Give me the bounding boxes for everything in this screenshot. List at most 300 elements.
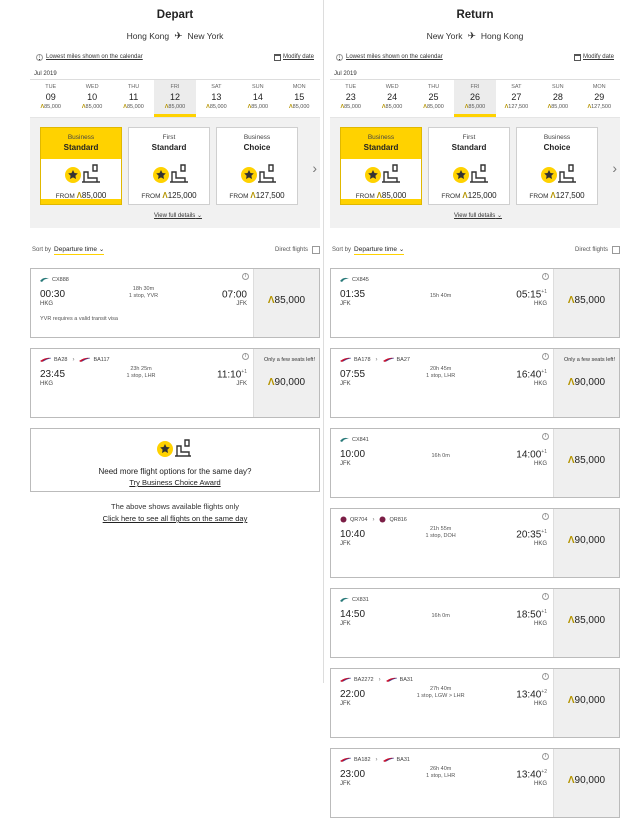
sort-select[interactable]: Departure time ⌄ [354,246,405,253]
flight-card[interactable] [330,268,620,338]
sort-row [30,244,320,256]
destination-airport: HKG [533,781,547,787]
award-cards [340,127,616,205]
day-lowest-miles: Λ85,000 [40,104,61,110]
modify-date-link[interactable] [574,54,614,61]
arrival-time: $13:40^{+2}$ [516,768,547,780]
date-option-23[interactable] [330,80,371,117]
day-lowest-miles: Λ85,000 [464,104,486,110]
sort-control [32,245,104,255]
flight-number: BA2272 [354,676,374,683]
day-number: 27 [511,92,522,102]
origin-airport: JFK [340,541,351,547]
flight-duration: 15h 40m [429,293,452,299]
miles-symbol: Λ [267,295,275,306]
date-option-11[interactable] [113,80,154,117]
day-offset: +1 [541,528,547,535]
day-of-week: FRI [170,84,180,90]
chevron-right-icon[interactable]: › [312,160,317,176]
flight-details [331,429,553,497]
date-option-24[interactable] [371,80,412,117]
day-of-week: SAT [511,84,522,90]
day-lowest-miles: Λ85,000 [423,104,444,110]
arrival-time: $13:40^{+2}$ [516,688,547,700]
miles-symbol: Λ [567,775,575,786]
date-option-28[interactable] [537,80,578,117]
flight-stops: 1 stop, LHR [426,773,456,779]
flight-numbers [340,675,547,684]
day-number: 14 [252,92,263,102]
info-icon[interactable]: i [542,433,549,440]
flight-card[interactable] [330,588,620,658]
direct-flights-label: Direct flights [574,247,608,253]
day-number: 24 [387,92,398,102]
info-icon[interactable]: i [242,273,249,280]
flight-airports [340,461,547,469]
flight-stops: 1 stop, LHR [426,373,456,379]
flight-price-panel[interactable] [553,669,619,737]
award-from-price: FROM Λ127,500 [229,191,285,200]
direct-flights-checkbox[interactable] [312,246,320,254]
flight-duration: 16h 0m [431,613,450,619]
route-origin: New York [426,31,463,41]
more-options-title: Need more flight options for the same day? [98,467,252,476]
view-full-details-link[interactable] [340,212,616,219]
month-label: Jul 2019 [330,71,620,80]
flight-price: Λ85,000 [567,295,606,306]
day-lowest-miles: Λ85,000 [206,104,227,110]
day-number: 28 [552,92,563,102]
cathay-logo-icon [340,437,349,443]
connection-arrow-icon: › [378,676,381,683]
day-lowest-miles: Λ127,500 [504,104,529,110]
flight-details [331,509,553,577]
arrival-time: $05:15^{+1}$ [516,288,547,300]
see-all-flights-link[interactable]: Click here to see all flights on the same day [102,514,248,523]
british-airways-logo-icon [383,357,394,362]
day-of-week: MON [592,84,606,90]
flight-numbers [340,275,547,284]
day-of-week: TUE [345,84,357,90]
day-offset: +1 [541,608,547,615]
flight-price: Λ90,000 [567,695,606,706]
chevron-right-icon[interactable]: › [612,160,617,176]
flight-number: BA31 [399,676,414,683]
day-number: 25 [428,92,439,102]
departure-time: 07:55 [340,369,366,380]
flight-times [340,368,547,380]
flight-numbers [340,595,547,604]
sort-row [330,244,620,256]
award-cabin: First [162,134,176,141]
info-icon[interactable]: i [542,753,549,760]
transit-note: YVR requires a valid transit visa [40,316,118,322]
flight-stops: 1 stop, LHR [126,373,156,379]
miles-symbol: Λ [381,104,386,110]
business-seat-icon [363,161,403,187]
flight-numbers [40,275,247,284]
flight-duration: 27h 40m 1 stop, LGW > LHR [416,686,465,699]
british-airways-logo-icon [383,757,394,762]
flight-duration: 26h 40m 1 stop, LHR [426,766,456,779]
miles-symbol: Λ [40,104,45,110]
flight-price-panel[interactable] [553,509,619,577]
origin-airport: JFK [340,701,351,707]
day-number: 26 [469,92,480,102]
destination-airport: HKG [533,301,547,307]
award-cards [40,127,316,205]
date-option-29[interactable] [579,80,620,117]
sort-select[interactable]: Departure time ⌄ [54,246,105,253]
flight-details [331,349,553,417]
award-card-business-choice[interactable] [516,127,598,205]
route-origin: Hong Kong [126,31,170,41]
day-lowest-miles: Λ85,000 [547,104,569,110]
flight-card[interactable] [30,348,320,418]
award-from-price: FROM Λ85,000 [355,191,407,200]
origin-airport: HKG [40,381,54,387]
date-option-10[interactable] [71,80,112,117]
flight-price: Λ85,000 [567,615,606,626]
flight-airports [40,301,247,309]
cathay-logo-icon [340,597,349,603]
flight-airports [340,541,547,549]
date-option-27[interactable] [496,80,537,117]
day-lowest-miles: Λ85,000 [247,104,269,110]
award-card-business-standard[interactable] [40,127,122,205]
departure-time: 23:00 [340,769,366,780]
award-cabin: Business [67,134,95,141]
day-number: 23 [345,92,356,102]
flight-airports [40,381,247,389]
info-icon[interactable]: i [542,673,549,680]
flight-numbers [340,755,547,764]
miles-symbol: Λ [340,104,345,110]
direct-flights-checkbox[interactable] [612,246,620,254]
flight-stops: 1 stop, YVR [128,293,159,299]
flight-airports [340,781,547,789]
miles-symbol: Λ [567,377,575,388]
arrival-time: $14:00^{+1}$ [516,448,547,460]
arrival-time: $16:40^{+1}$ [516,368,547,380]
try-business-choice-link[interactable]: Try Business Choice Award [129,478,221,487]
flight-number: CX841 [352,436,369,443]
miles-symbol: Λ [423,104,427,110]
day-number: 11 [128,92,139,102]
day-of-week: WED [385,84,399,90]
date-strip [30,80,320,118]
view-full-details-link[interactable] [40,212,316,219]
origin-airport: JFK [340,301,351,307]
origin-airport: JFK [340,381,351,387]
connection-arrow-icon: › [375,356,378,363]
day-offset: +1 [241,368,247,375]
calendar-icon [274,54,281,61]
miles-symbol: Λ [164,104,169,110]
british-airways-logo-icon [79,357,90,362]
departure-time: 10:40 [340,529,366,540]
flight-duration: 20h 45m 1 stop, LHR [426,366,456,379]
sort-select-value: Departure time [354,246,398,253]
miles-symbol: Λ [567,535,575,546]
departure-time: 14:50 [340,609,366,620]
destination-airport: JFK [236,301,247,307]
plane-icon: ✈ [467,30,476,42]
cathay-logo-icon [40,277,49,283]
flight-number: CX888 [52,276,69,283]
business-seat-icon [151,161,191,187]
day-of-week: SAT [211,84,222,90]
flight-card[interactable] [30,268,320,338]
flight-details [331,669,553,737]
award-card-business-standard[interactable] [340,127,422,205]
date-option-25[interactable] [413,80,454,117]
route-destination: Hong Kong [480,31,524,41]
day-lowest-miles: Λ85,000 [340,104,361,110]
date-option-26[interactable] [454,80,495,117]
day-offset: +1 [541,288,547,295]
day-lowest-miles: Λ85,000 [81,104,103,110]
day-offset: +2 [541,768,547,775]
departure-time: 00:30 [40,289,66,300]
flight-times [340,288,547,300]
flight-airports [340,621,547,629]
flight-number: QR816 [389,516,407,523]
award-type-panel [30,118,320,228]
flight-duration: 18h 30m 1 stop, YVR [128,286,159,299]
flight-price-panel[interactable] [553,589,619,657]
flight-times [340,448,547,460]
business-seat-icon [239,161,279,187]
flight-card[interactable] [330,508,620,578]
day-lowest-miles: Λ85,000 [123,104,144,110]
sort-label: Sort by [332,247,352,253]
day-number: 12 [169,92,180,102]
info-icon[interactable]: i [542,593,549,600]
connection-arrow-icon: › [72,356,75,363]
flight-numbers [40,355,247,364]
day-of-week: THU [127,84,140,90]
miles-symbol: Λ [587,104,592,110]
flight-price-panel[interactable] [253,349,319,417]
award-card-business-choice[interactable] [216,127,298,205]
flight-price-panel[interactable] [253,269,319,337]
miles-symbol: Λ [267,377,275,388]
day-offset: +1 [541,448,547,455]
day-offset: +2 [541,688,547,695]
award-card-first-standard[interactable] [428,127,510,205]
origin-airport: JFK [340,621,351,627]
info-icon[interactable]: i [542,353,549,360]
date-option-12[interactable] [154,80,195,117]
flight-airports [340,701,547,709]
award-type-panel [330,118,620,228]
flight-number: BA178 [354,356,371,363]
departure-time: 23:45 [40,369,66,380]
award-type: Choice [543,143,571,152]
more-options-box [30,428,320,492]
flight-numbers [340,355,547,364]
flight-price: Λ85,000 [567,455,606,466]
miles-symbol: Λ [567,295,575,306]
info-icon: i [36,54,43,61]
day-of-week: SUN [552,84,564,90]
flight-price: Λ90,000 [567,535,606,546]
flight-card[interactable] [330,428,620,498]
flight-airports [340,301,547,309]
miles-symbol: Λ [464,104,469,110]
award-type: Choice [243,143,271,152]
chevron-down-icon: ⌄ [196,213,202,219]
flight-price: Λ90,000 [567,377,606,388]
flight-number: QR704 [350,516,368,523]
destination-airport: HKG [533,621,547,627]
flight-number: BA182 [354,756,371,763]
day-number: 15 [294,92,305,102]
modify-date-text: Modify date [282,54,314,60]
flight-number: CX831 [352,596,369,603]
modify-date-text: Modify date [582,54,614,60]
award-from-price: FROM Λ125,000 [441,191,497,200]
award-type: Standard [151,143,187,152]
flight-times [340,528,547,540]
award-cabin: Business [367,134,395,141]
day-lowest-miles: Λ127,500 [587,104,612,110]
award-card-first-standard[interactable] [128,127,210,205]
info-icon[interactable]: i [242,353,249,360]
depart-route [30,30,320,42]
direct-flights-label: Direct flights [274,247,308,253]
flight-times [340,608,547,620]
flight-duration: 23h 25m 1 stop, LHR [126,366,156,379]
info-icon[interactable]: i [542,273,549,280]
flight-price-panel[interactable] [553,349,619,417]
destination-airport: HKG [533,381,547,387]
chevron-down-icon: ⌄ [496,213,502,219]
flight-airports [340,381,547,389]
lowest-miles-text: Lowest miles shown on the calendar [346,54,443,60]
miles-symbol: Λ [504,104,509,110]
lowest-miles-text: Lowest miles shown on the calendar [46,54,143,60]
date-option-09[interactable] [30,80,71,117]
flight-times [40,288,247,300]
day-number: 13 [211,92,222,102]
flight-price: Λ85,000 [267,295,306,306]
info-icon[interactable]: i [542,513,549,520]
flight-price: Λ90,000 [567,775,606,786]
departure-time: 01:35 [340,289,366,300]
miles-symbol: Λ [567,695,575,706]
day-offset: +1 [541,368,547,375]
day-lowest-miles: Λ85,000 [164,104,186,110]
award-cabin: Business [543,134,571,141]
business-seat-icon [155,436,195,461]
day-of-week: WED [85,84,99,90]
date-option-14[interactable] [237,80,278,117]
modify-date-link[interactable] [274,54,314,61]
day-lowest-miles: Λ85,000 [381,104,403,110]
flight-price-panel[interactable] [553,749,619,817]
flight-list [330,268,620,818]
flight-details [331,749,553,817]
flight-numbers [340,515,547,524]
flight-price-panel[interactable] [553,429,619,497]
departure-time: 10:00 [340,449,366,460]
depart-title: Depart [156,9,194,21]
connection-arrow-icon: › [372,516,375,523]
miles-symbol: Λ [206,104,210,110]
column-divider [323,0,324,683]
flight-times [40,368,247,380]
lowest-miles-link[interactable] [36,54,143,61]
flight-card[interactable] [330,348,620,418]
destination-airport: HKG [533,461,547,467]
flight-stops: 1 stop, LGW > LHR [416,693,465,699]
date-option-13[interactable] [196,80,237,117]
flight-list [30,268,320,418]
date-option-15[interactable] [279,80,320,117]
calendar-icon [574,54,581,61]
flight-price: Λ90,000 [267,377,306,388]
miles-symbol: Λ [547,104,552,110]
plane-icon: ✈ [174,30,183,42]
miles-symbol: Λ [288,104,293,110]
flight-number: CX845 [352,276,369,283]
day-of-week: MON [292,84,306,90]
origin-airport: JFK [340,781,351,787]
miles-symbol: Λ [81,104,86,110]
sort-label: Sort by [32,247,52,253]
destination-airport: JFK [236,381,247,387]
connection-arrow-icon: › [375,756,378,763]
flight-details [31,349,253,417]
flight-details [331,589,553,657]
flight-numbers [340,435,547,444]
qatar-logo-icon [379,516,386,523]
info-icon: i [336,54,343,61]
day-number: 09 [45,92,56,102]
flight-card[interactable] [330,748,620,818]
flight-times [340,688,547,700]
miles-symbol: Λ [567,615,575,626]
award-from-price: FROM Λ125,000 [141,191,197,200]
flight-card[interactable] [330,668,620,738]
flight-price-panel[interactable] [553,269,619,337]
flight-duration: 16h 0m [431,453,450,459]
origin-airport: HKG [40,301,54,307]
award-type: Standard [63,143,99,152]
flight-stops: 1 stop, DOH [425,533,456,539]
british-airways-logo-icon [386,677,397,682]
lowest-miles-link[interactable] [336,54,443,61]
flight-details [331,269,553,337]
flight-number: BA117 [93,356,110,363]
return-route [330,30,620,42]
return-column [330,0,620,828]
british-airways-logo-icon [340,677,351,682]
available-flights-note: The above shows available flights only [111,502,239,511]
award-type: Standard [451,143,487,152]
arrival-time: $20:35^{+1}$ [516,528,547,540]
month-label: Jul 2019 [30,71,320,80]
calendar-info-row [330,52,620,62]
day-of-week: TUE [45,84,57,90]
arrival-time: $11:10^{+1}$ [217,368,247,380]
direct-flights-filter [275,246,320,254]
sort-control [332,245,404,255]
award-type: Standard [363,143,399,152]
destination-airport: HKG [533,701,547,707]
